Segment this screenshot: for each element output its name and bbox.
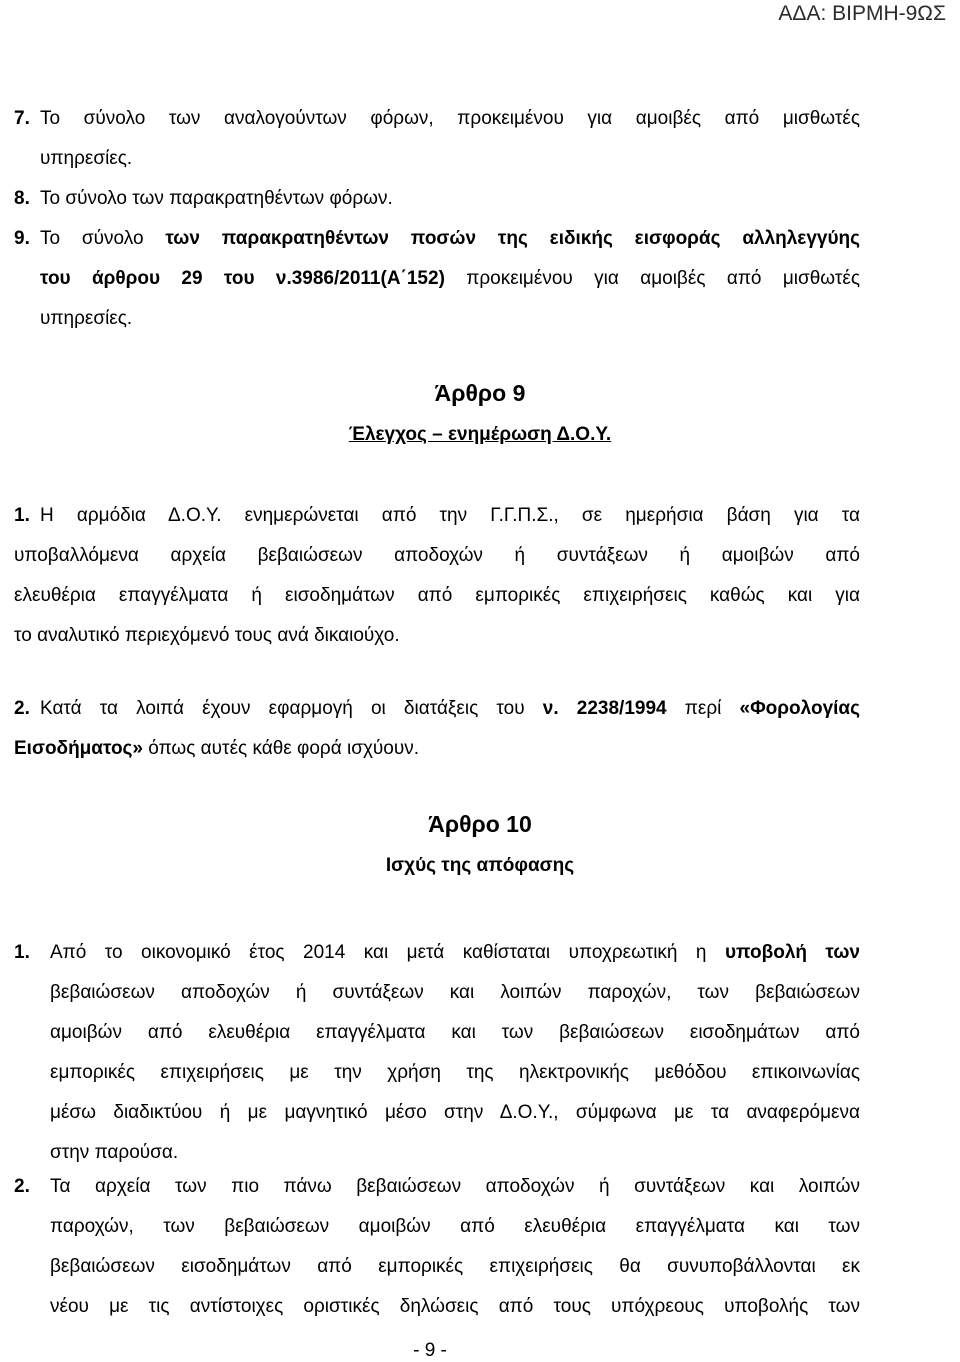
page-number: - 9 - <box>413 1340 447 1361</box>
paragraph-line: Τα αρχεία των πιο πάνω βεβαιώσεων αποδοχών ή συντάξεων και λοιπών <box>50 1176 860 1197</box>
paragraph-line: μέσω διαδικτύου ή με μαγνητικό μέσο στην Δ.Ο.Υ., σύμφωνα με τα αναφερόμενα <box>50 1102 860 1123</box>
paragraph-line: βεβαιώσεων αποδοχών ή συντάξεων και λοιπών παροχών, των βεβαιώσεων <box>50 982 860 1003</box>
list-item-text: υπηρεσίες. <box>40 308 133 329</box>
list-item-text: του άρθρου 29 του ν.3986/2011(Α΄152) προκειμένου για αμοιβές από μισθωτές <box>40 268 860 289</box>
paragraph-line: στην παρούσα. <box>50 1142 179 1163</box>
list-item-number: 8. <box>14 188 30 209</box>
paragraph-number: 1. <box>14 942 30 963</box>
list-item-text: Το σύνολο των παρακρατηθέντων φόρων. <box>40 188 393 209</box>
paragraph-line: βεβαιώσεων εισοδημάτων από εμπορικές επιχειρήσεις θα συνυποβάλλονται εκ <box>50 1256 860 1277</box>
article-10-subtitle: Ισχύς της απόφασης <box>385 855 575 876</box>
paragraph-line: Από το οικονομικό έτος 2014 και μετά καθίσταται υποχρεωτική η υποβολή των <box>50 942 861 963</box>
paragraph-line: εμπορικές επιχειρήσεις με την χρήση της ηλεκτρονικής μεθόδου επικοινωνίας <box>50 1062 860 1083</box>
paragraph-line: Κατά τα λοιπά έχουν εφαρμογή οι διατάξεις του ν. 2238/1994 περί «Φορολογίας <box>40 698 860 719</box>
list-item-text: Το σύνολο των αναλογούντων φόρων, προκειμένου για αμοιβές από μισθωτές <box>40 108 860 129</box>
paragraph-number: 2. <box>14 1176 30 1197</box>
paragraph-line: παροχών, των βεβαιώσεων αμοιβών από ελευθέρια επαγγέλματα και των <box>50 1216 860 1237</box>
list-item-number: 9. <box>14 228 30 249</box>
paragraph-line: νέου με τις αντίστοιχες οριστικές δηλώσεις από τους υπόχρεους υποβολής των <box>50 1296 860 1317</box>
ada-code: ΑΔΑ: ΒΙΡΜΗ-9ΩΣ <box>778 2 946 25</box>
list-item-text: Το σύνολο των παρακρατηθέντων ποσών της ειδικής εισφοράς αλληλεγγύης <box>40 228 861 249</box>
paragraph-number: 2. <box>14 698 30 719</box>
article-10-title: Άρθρο 10 <box>428 811 532 837</box>
paragraph-line: ελευθέρια επαγγέλματα ή εισοδημάτων από εμπορικές επιχειρήσεις καθώς και για <box>14 585 860 606</box>
paragraph-line: το αναλυτικό περιεχόμενό τους ανά δικαιούχο. <box>14 625 400 646</box>
list-item-text: υπηρεσίες. <box>40 148 133 169</box>
article-9-title: Άρθρο 9 <box>434 380 526 406</box>
article-9-subtitle: Έλεγχος – ενημέρωση Δ.Ο.Υ. <box>348 424 612 445</box>
paragraph-line: Εισοδήματος» όπως αυτές κάθε φορά ισχύουν. <box>14 738 420 759</box>
paragraph-line: αμοιβών από ελευθέρια επαγγέλματα και των βεβαιώσεων εισοδημάτων από <box>50 1022 860 1043</box>
paragraph-number: 1. <box>14 505 30 526</box>
paragraph-line: υποβαλλόμενα αρχεία βεβαιώσεων αποδοχών ή συντάξεων ή αμοιβών από <box>14 545 860 566</box>
list-item-number: 7. <box>14 108 30 129</box>
paragraph-line: Η αρμόδια Δ.Ο.Υ. ενημερώνεται από την Γ.Γ.Π.Σ., σε ημερήσια βάση για τα <box>40 505 860 526</box>
